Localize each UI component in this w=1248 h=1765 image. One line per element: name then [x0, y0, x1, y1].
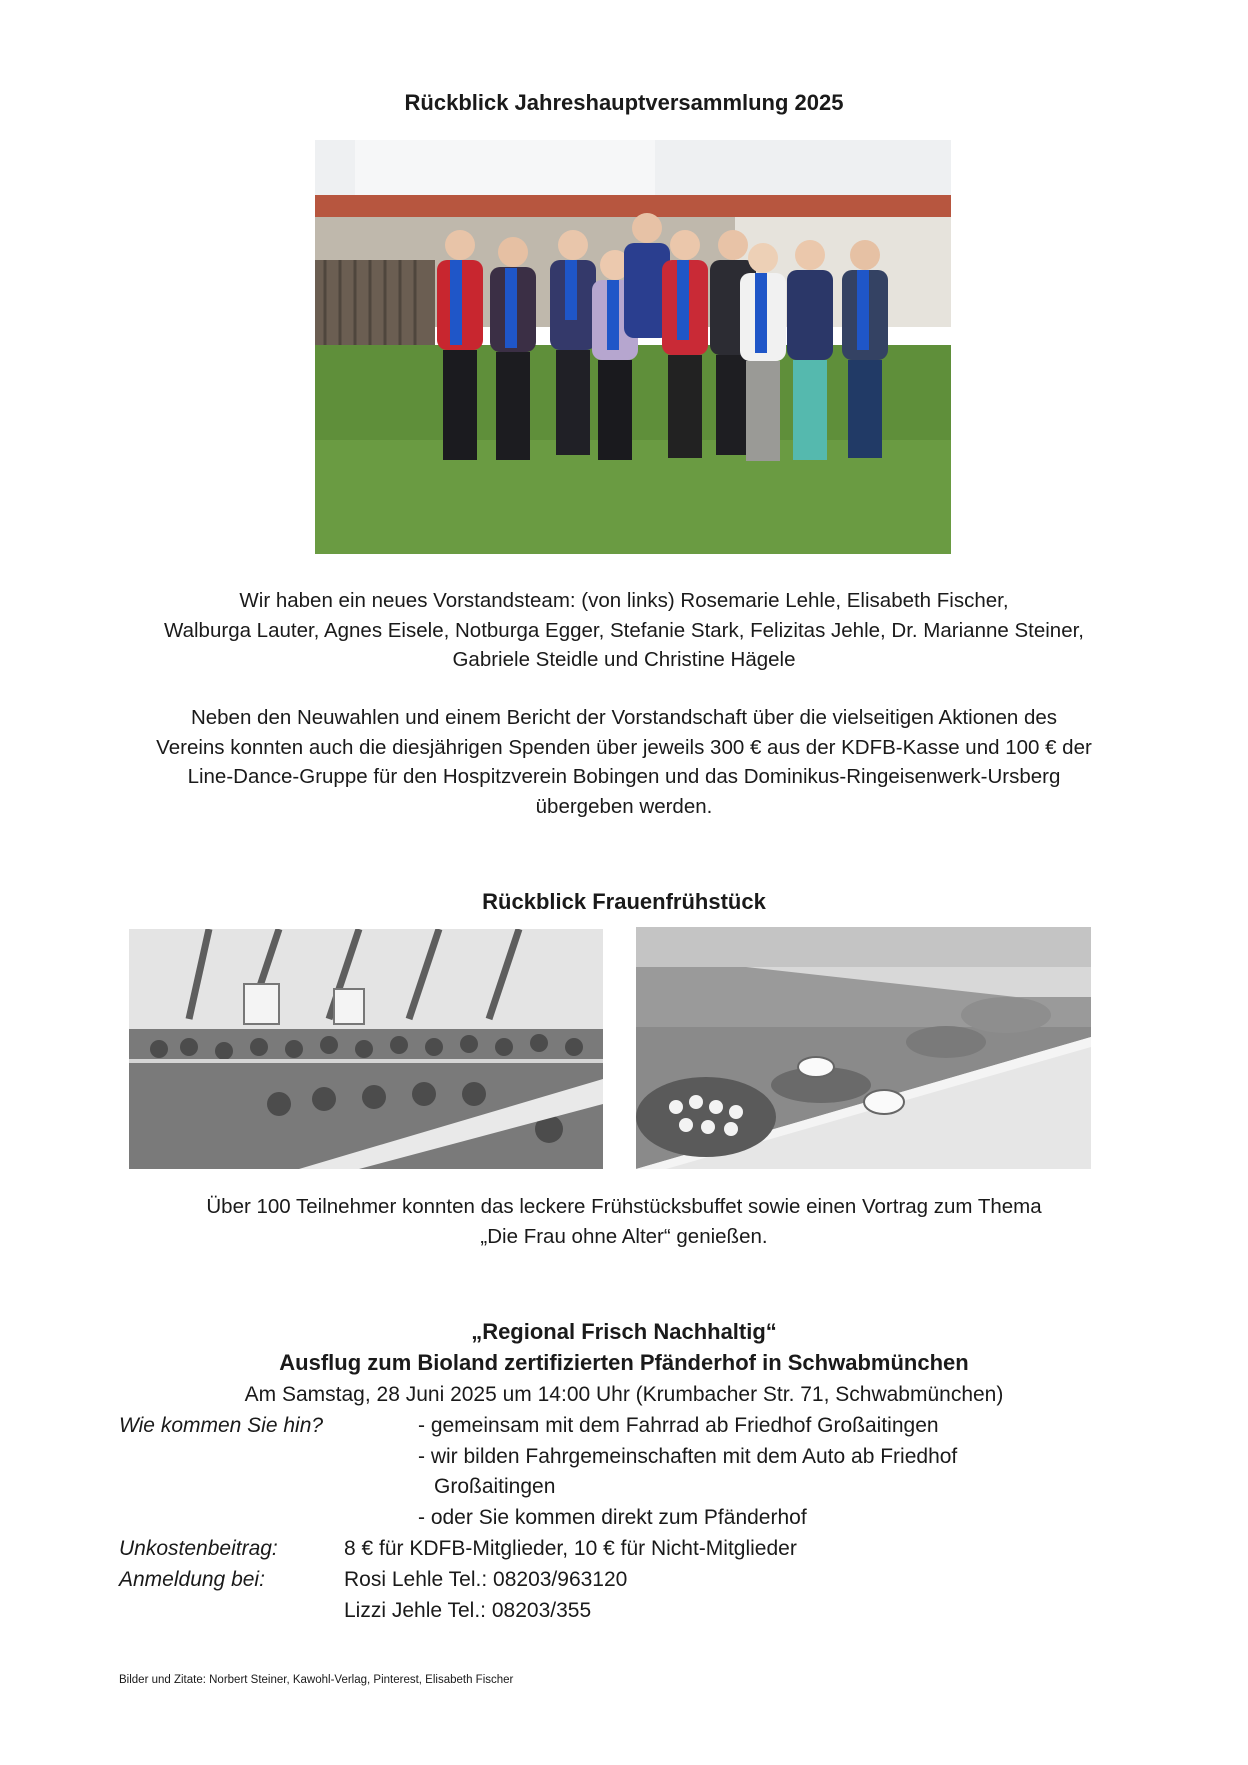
caption-line: Wir haben ein neues Vorstandsteam: (von links) Rosemarie Lehle, Elisabeth Fischer, [239, 589, 1009, 612]
caption-line: Gabriele Steidle und Christine Hägele [452, 648, 796, 671]
how-option: - wir bilden Fahrgemeinschaften mit dem Auto ab Friedhof [418, 1445, 958, 1468]
register-contact: Lizzi Jehle Tel.: 08203/355 [344, 1599, 592, 1622]
report-paragraph [90, 703, 1158, 821]
caption-fruehstueck [90, 1192, 1158, 1251]
photo-fruehstueck-saal [129, 929, 603, 1169]
cost-value: 8 € für KDFB-Mitglieder, 10 € für Nicht-Mitglieder [344, 1537, 797, 1560]
how-option: Großaitingen [434, 1475, 556, 1498]
photo-fruehstuecksbuffet [636, 927, 1091, 1169]
image-credits: Bilder und Zitate: Norbert Steiner, Kawohl-Verlag, Pinterest, Elisabeth Fischer [119, 1674, 514, 1686]
section-title-frauenfruehstueck: Rückblick Frauenfrühstück [482, 889, 766, 914]
register-contact: Rosi Lehle Tel.: 08203/963120 [344, 1568, 628, 1591]
report-line: Line-Dance-Gruppe für den Hospitzverein Bobingen und das Dominikus-Ringeisenwerk-Ursberg [187, 765, 1061, 788]
register-label: Anmeldung bei: [119, 1568, 265, 1591]
caption-line: „Die Frau ohne Alter“ genießen. [480, 1224, 768, 1248]
section-title-jahreshauptversammlung: Rückblick Jahreshauptversammlung 2025 [404, 90, 844, 115]
how-label: Wie kommen Sie hin? [119, 1414, 324, 1437]
photo-vorstandsteam [315, 140, 951, 554]
report-line: Vereins konnten auch die diesjährigen Spenden über jeweils 300 € aus der KDFB-Kasse und 100 € der [156, 735, 1092, 759]
caption-line: Walburga Lauter, Agnes Eisele, Notburga Egger, Stefanie Stark, Felizitas Jehle, Dr. Marianne Steiner, [164, 618, 1084, 642]
section-subtitle-ausflug: Ausflug zum Bioland zertifizierten Pfänderhof in Schwabmünchen [279, 1350, 969, 1375]
section-title-regional: „Regional Frisch Nachhaltig“ [471, 1319, 777, 1344]
caption-line: Über 100 Teilnehmer konnten das leckere Frühstücksbuffet sowie einen Vortrag zum Thema [206, 1195, 1042, 1218]
event-date-line: Am Samstag, 28 Juni 2025 um 14:00 Uhr (Krumbacher Str. 71, Schwabmünchen) [244, 1383, 1004, 1406]
how-option: - gemeinsam mit dem Fahrrad ab Friedhof Großaitingen [418, 1414, 939, 1437]
report-line: übergeben werden. [535, 794, 713, 818]
caption-vorstandsteam [90, 586, 1158, 675]
how-option: - oder Sie kommen direkt zum Pfänderhof [418, 1506, 807, 1529]
cost-label: Unkostenbeitrag: [119, 1537, 278, 1560]
report-line: Neben den Neuwahlen und einem Bericht der Vorstandschaft über die vielseitigen Aktionen des [190, 706, 1058, 729]
